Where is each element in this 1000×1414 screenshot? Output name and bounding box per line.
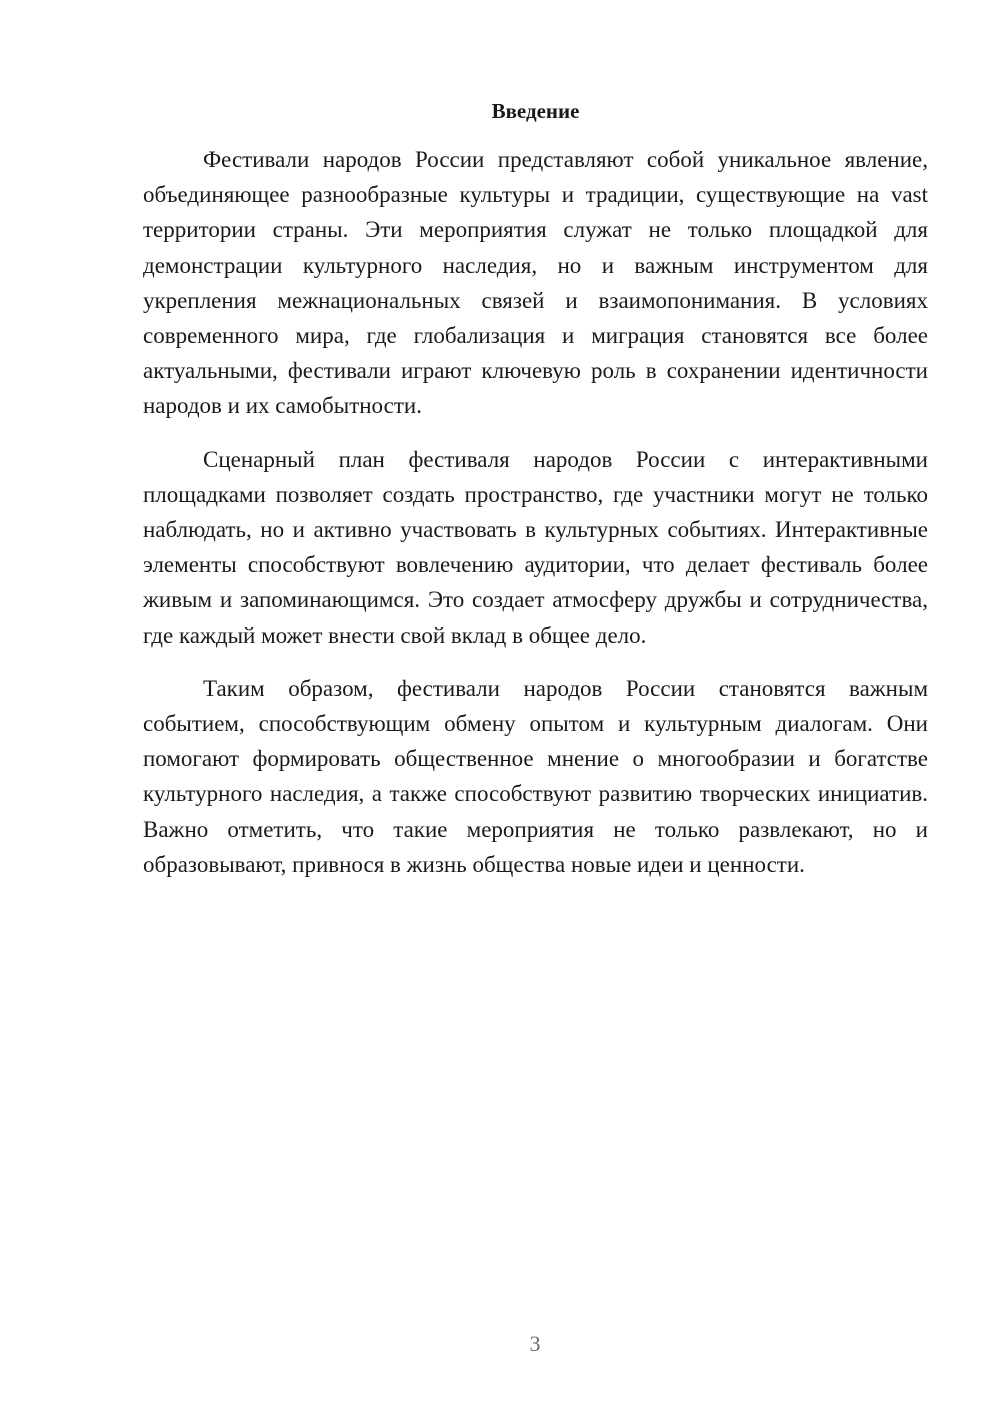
paragraph-scenario: Сценарный план фестиваля народов России с интерактивными площадками позволяет создать пространство, где участники могут не только наблюдать, но и активно участвовать в культурных событиях. Интерактивные элементы способствуют вовлечению аудитории, что делает фестиваль более живым и запоминающимся. Это создает атмосферу дружбы и сотрудничества, где каждый может внести свой вклад в общее дело.	[143, 446, 928, 648]
page-content	[143, 96, 928, 900]
section-heading: Введение	[491, 99, 580, 123]
paragraph-intro: Фестивали народов России представляют собой уникальное явление, объединяющее разнообразные культуры и традиции, существующие на vast территории страны. Эти мероприятия служат не только площадкой для демонстрации культурного наследия, но и важным инструментом для укрепления межнациональных связей и взаимопонимания. В условиях современного мира, где глобализация и миграция становятся все более актуальными, фестивали играют ключевую роль в сохранении идентичности народов и их самобытности.	[143, 147, 928, 419]
page-number: 3	[529, 1331, 541, 1356]
paragraph-conclusion: Таким образом, фестивали народов России становятся важным событием, способствующим обмену опытом и культурным диалогам. Они помогают формировать общественное мнение о многообразии и богатстве культурного наследия, а также способствуют развитию творческих инициатив. Важно отметить, что такие мероприятия не только развлекают, но и образовывают, привнося в жизнь общества новые идеи и ценности.	[143, 675, 928, 877]
